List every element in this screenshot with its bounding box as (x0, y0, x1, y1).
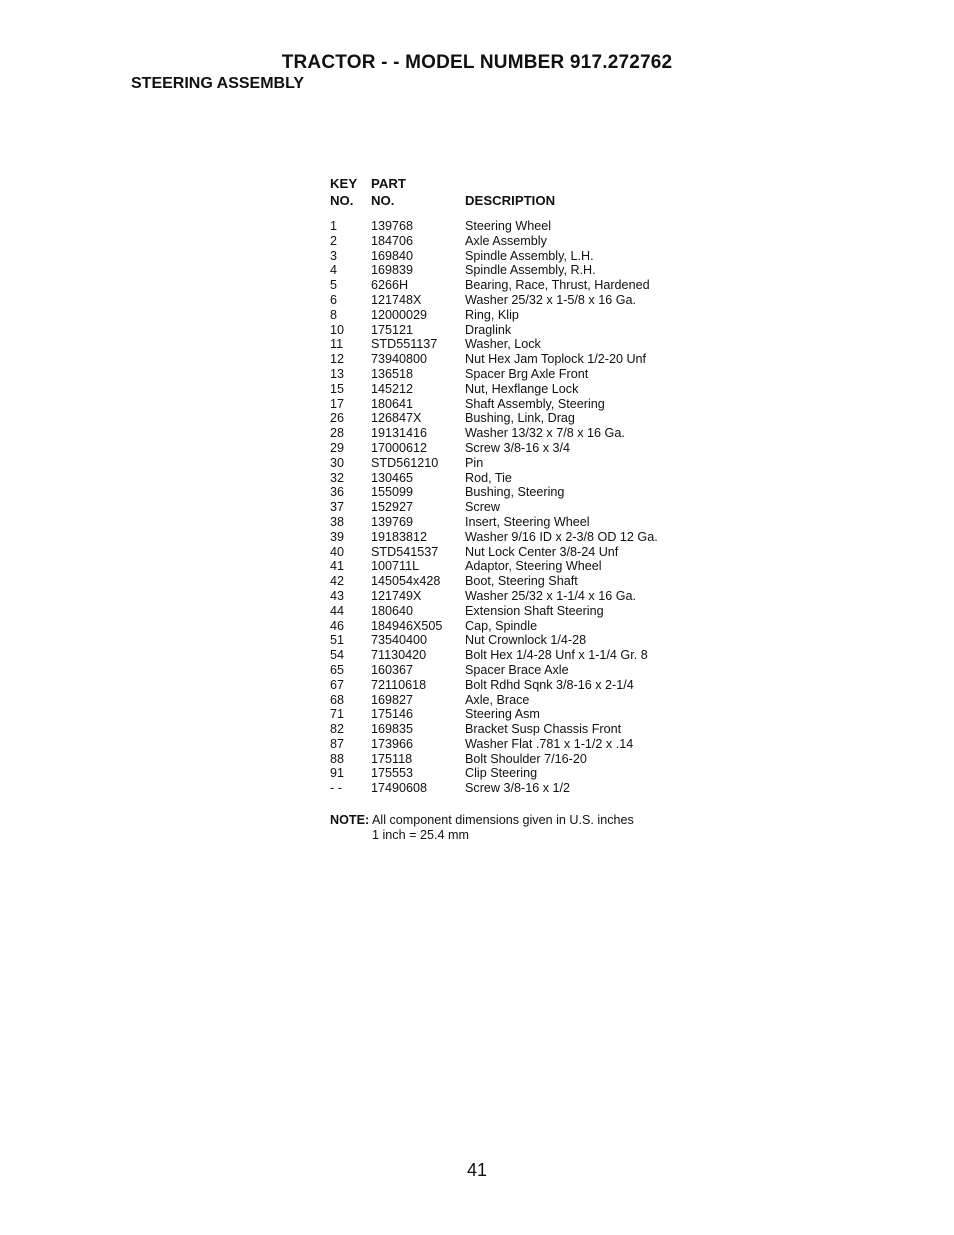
description-cell: Spacer Brace Axle (465, 662, 569, 677)
page-number: 41 (466, 1160, 488, 1180)
part-number-cell: STD561210 (371, 455, 439, 470)
key-cell: 10 (330, 322, 345, 337)
description-cell: Insert, Steering Wheel (465, 514, 590, 529)
key-cell: 30 (330, 455, 345, 470)
description-cell: Nut Lock Center 3/8-24 Unf (465, 544, 619, 559)
key-cell: 4 (330, 263, 338, 278)
key-cell: 68 (330, 692, 345, 707)
description-cell: Washer 25/32 x 1-1/4 x 16 Ga. (465, 588, 637, 603)
description-cell: Boot, Steering Shaft (465, 574, 578, 589)
key-cell: 28 (330, 426, 345, 441)
key-cell: 36 (330, 485, 345, 500)
key-cell: 3 (330, 248, 338, 263)
part-number-cell: 17490608 (371, 781, 428, 796)
description-cell: Bolt Rdhd Sqnk 3/8-16 x 2-1/4 (465, 677, 634, 692)
description-cell: Ring, Klip (465, 307, 519, 322)
part-number-cell: 121748X (371, 292, 422, 307)
part-number-cell: 130465 (371, 470, 414, 485)
key-cell: 41 (330, 559, 345, 574)
key-cell: 88 (330, 751, 345, 766)
key-cell: 67 (330, 677, 345, 692)
part-number-cell: 152927 (371, 500, 414, 515)
description-cell: Screw 3/8-16 x 3/4 (465, 440, 570, 455)
key-cell: 44 (330, 603, 345, 618)
description-cell: Nut Crownlock 1/4-28 (465, 633, 587, 648)
part-number-cell: 180641 (371, 396, 414, 411)
description-cell: Extension Shaft Steering (465, 603, 604, 618)
description-cell: Nut Hex Jam Toplock 1/2-20 Unf (465, 352, 647, 367)
part-number-cell: 169835 (371, 722, 414, 737)
part-number-cell: 12000029 (371, 307, 428, 322)
description-cell: Bushing, Steering (465, 485, 565, 500)
description-cell: Axle, Brace (465, 692, 530, 707)
description-cell: Spacer Brg Axle Front (465, 366, 589, 381)
key-cell: 71 (330, 707, 345, 722)
description-cell: Rod, Tie (465, 470, 512, 485)
description-cell: Washer 13/32 x 7/8 x 16 Ga. (465, 426, 625, 441)
description-cell: Screw (465, 500, 500, 515)
key-cell: 11 (330, 337, 344, 352)
part-number-cell: 175118 (371, 751, 413, 766)
description-cell: Shaft Assembly, Steering (465, 396, 605, 411)
key-cell: 6 (330, 292, 338, 307)
note (330, 813, 634, 843)
page-title: TRACTOR - - MODEL NUMBER 917.272762 (281, 52, 673, 73)
part-number-cell: 160367 (371, 662, 414, 677)
part-number-cell: 139769 (371, 514, 414, 529)
key-cell: 82 (330, 722, 345, 737)
key-cell: 15 (330, 381, 345, 396)
key-cell: 65 (330, 662, 345, 677)
description-cell: Axle Assembly (465, 233, 547, 248)
part-number-cell: 73940800 (371, 352, 428, 367)
description-cell: Steering Asm (465, 707, 540, 722)
key-cell: 17 (330, 396, 345, 411)
description-cell: Bushing, Link, Drag (465, 411, 575, 426)
description-cell: Washer 9/16 ID x 2-3/8 OD 12 Ga. (465, 529, 658, 544)
description-cell: Spindle Assembly, R.H. (465, 263, 596, 278)
part-number-cell: 175146 (371, 707, 414, 722)
description-cell: Washer 25/32 x 1-5/8 x 16 Ga. (465, 292, 637, 307)
part-number-cell: 145054x428 (371, 574, 441, 589)
description-cell: Cap, Spindle (465, 618, 538, 633)
part-number-cell: 19183812 (371, 529, 428, 544)
part-number-cell: 173966 (371, 736, 414, 751)
description-cell: Spindle Assembly, L.H. (465, 248, 594, 263)
description-cell: Adaptor, Steering Wheel (465, 559, 602, 574)
header-part: PART (371, 176, 406, 191)
key-cell: 91 (330, 766, 345, 781)
key-cell: 37 (330, 500, 345, 515)
part-number-cell: 72110618 (371, 677, 427, 692)
key-cell: 43 (330, 588, 345, 603)
description-cell: Bolt Hex 1/4-28 Unf x 1-1/4 Gr. 8 (465, 648, 648, 663)
part-number-cell: 184706 (371, 233, 414, 248)
part-number-cell: 121749X (371, 588, 422, 603)
key-cell: - - (330, 781, 342, 796)
key-cell: 87 (330, 736, 345, 751)
part-number-cell: 6266H (371, 278, 409, 293)
key-cell: 54 (330, 648, 345, 663)
description-cell: Draglink (465, 322, 512, 337)
key-cell: 46 (330, 618, 345, 633)
part-number-cell: 169839 (371, 263, 414, 278)
part-number-cell: 155099 (371, 485, 414, 500)
note-text: All component dimensions given in U.S. inches (372, 813, 634, 827)
part-number-cell: 184946X505 (371, 618, 443, 633)
part-number-cell: 19131416 (371, 426, 428, 441)
key-cell: 26 (330, 411, 345, 426)
description-cell: Bolt Shoulder 7/16-20 (465, 751, 587, 766)
description-cell: Washer Flat .781 x 1-1/2 x .14 (465, 736, 634, 751)
description-cell: Screw 3/8-16 x 1/2 (465, 781, 570, 796)
part-number-cell: 169827 (371, 692, 414, 707)
part-number-cell: 175553 (371, 766, 414, 781)
note-conversion: 1 inch = 25.4 mm (372, 827, 469, 842)
key-cell: 40 (330, 544, 345, 559)
key-cell: 38 (330, 514, 345, 529)
key-cell: 32 (330, 470, 345, 485)
header-key: KEY (330, 176, 358, 191)
part-number-cell: 180640 (371, 603, 414, 618)
key-cell: 5 (330, 278, 338, 293)
description-cell: Bearing, Race, Thrust, Hardened (465, 278, 650, 293)
part-number-cell: 145212 (371, 381, 414, 396)
part-number-cell: 136518 (371, 366, 414, 381)
key-cell: 13 (330, 366, 345, 381)
part-number-cell: STD541537 (371, 544, 439, 559)
part-number-cell: 100711L (371, 559, 420, 574)
key-cell: 51 (330, 633, 345, 648)
part-number-cell: 71130420 (371, 648, 427, 663)
part-number-cell: 73540400 (371, 633, 428, 648)
key-cell: 1 (330, 219, 338, 233)
description-cell: Clip Steering (465, 766, 538, 781)
note-label: NOTE: (330, 813, 370, 827)
part-number-cell: 126847X (371, 411, 422, 426)
description-cell: Nut, Hexflange Lock (465, 381, 579, 396)
part-number-cell: 17000612 (371, 440, 428, 455)
section-title: STEERING ASSEMBLY (131, 75, 305, 92)
part-number-cell: 175121 (371, 322, 414, 337)
header-part-no: NO. (371, 193, 395, 208)
description-cell: Washer, Lock (465, 337, 541, 352)
part-number-cell: STD551137 (371, 337, 438, 352)
key-cell: 39 (330, 529, 345, 544)
part-number-cell: 169840 (371, 248, 414, 263)
key-cell: 2 (330, 233, 338, 248)
key-cell: 8 (330, 307, 338, 322)
key-cell: 29 (330, 440, 345, 455)
description-cell: Pin (465, 455, 484, 470)
key-cell: 42 (330, 574, 345, 589)
header-description: DESCRIPTION (465, 193, 556, 208)
header-key-no: NO. (330, 193, 354, 208)
description-cell: Bracket Susp Chassis Front (465, 722, 622, 737)
description-cell: Steering Wheel (465, 219, 552, 233)
key-cell: 12 (330, 352, 345, 367)
part-number-cell: 139768 (371, 219, 414, 233)
